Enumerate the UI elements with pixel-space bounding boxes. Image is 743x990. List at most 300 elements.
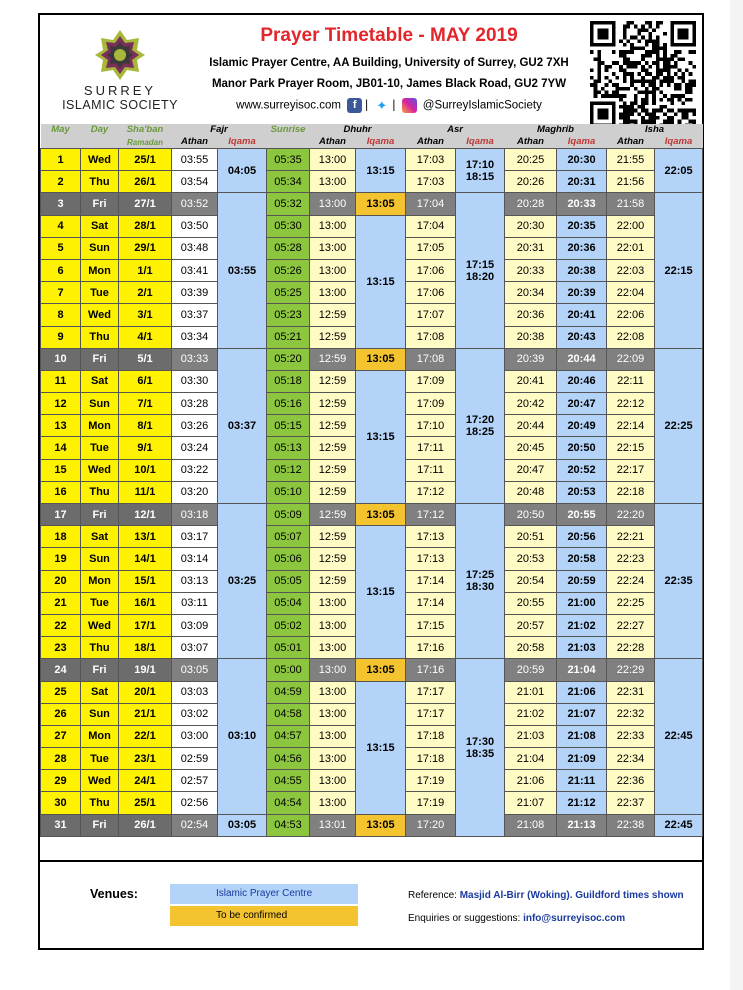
dhuhr-athan: 13:00 xyxy=(310,748,356,770)
maghrib-iqama: 20:53 xyxy=(557,481,607,503)
weekday: Mon xyxy=(81,259,119,281)
fajr-iqama: 04:05 xyxy=(218,149,267,193)
day-of-month: 16 xyxy=(41,481,81,503)
weekday: Thu xyxy=(81,171,119,193)
asr-athan: 17:07 xyxy=(406,304,456,326)
dhuhr-athan: 12:59 xyxy=(310,526,356,548)
maghrib-athan: 21:07 xyxy=(505,792,557,814)
maghrib-iqama: 21:00 xyxy=(557,592,607,614)
enquiries-email[interactable]: info@surreyisoc.com xyxy=(523,913,626,924)
isha-athan: 22:18 xyxy=(607,481,655,503)
fajr-athan: 03:24 xyxy=(172,437,218,459)
asr-iqama-late: 18:20 xyxy=(465,270,495,283)
sunrise-time: 04:59 xyxy=(267,681,310,703)
isha-athan: 22:34 xyxy=(607,748,655,770)
asr-athan: 17:06 xyxy=(406,259,456,281)
maghrib-athan: 21:02 xyxy=(505,703,557,725)
maghrib-athan: 20:26 xyxy=(505,171,557,193)
isha-athan: 22:14 xyxy=(607,415,655,437)
fajr-athan: 03:52 xyxy=(172,193,218,215)
dhuhr-iqama-header: Iqama xyxy=(356,136,406,149)
dhuhr-iqama: 13:05 xyxy=(356,504,406,526)
hijri-date: 26/1 xyxy=(119,814,172,836)
maghrib-iqama: 21:12 xyxy=(557,792,607,814)
maghrib-athan: 20:47 xyxy=(505,459,557,481)
sunrise-time: 05:21 xyxy=(267,326,310,348)
day-of-month: 15 xyxy=(41,459,81,481)
fajr-athan: 03:05 xyxy=(172,659,218,681)
venue-tbc-swatch: To be confirmed xyxy=(170,906,358,926)
sunrise-time: 05:16 xyxy=(267,393,310,415)
hijri-date: 8/1 xyxy=(119,415,172,437)
maghrib-iqama: 20:46 xyxy=(557,370,607,392)
asr-iqama xyxy=(456,193,505,348)
fajr-athan: 03:00 xyxy=(172,725,218,747)
asr-athan: 17:20 xyxy=(406,814,456,836)
day-of-month: 6 xyxy=(41,259,81,281)
sunrise-time: 05:04 xyxy=(267,592,310,614)
day-of-month: 29 xyxy=(41,770,81,792)
weekday: Sat xyxy=(81,526,119,548)
col-day: Day xyxy=(81,124,119,136)
dhuhr-athan: 13:00 xyxy=(310,237,356,259)
maghrib-iqama: 20:39 xyxy=(557,282,607,304)
hijri-date: 26/1 xyxy=(119,171,172,193)
maghrib-athan: 20:41 xyxy=(505,370,557,392)
maghrib-iqama: 20:38 xyxy=(557,259,607,281)
maghrib-athan: 20:57 xyxy=(505,614,557,636)
maghrib-iqama: 20:30 xyxy=(557,149,607,171)
hijri-date: 24/1 xyxy=(119,770,172,792)
weekday: Fri xyxy=(81,193,119,215)
maghrib-iqama: 20:41 xyxy=(557,304,607,326)
hijri-date: 15/1 xyxy=(119,570,172,592)
venues-label: Venues: xyxy=(90,887,138,901)
isha-athan: 22:00 xyxy=(607,215,655,237)
table-row xyxy=(41,681,703,703)
isha-athan: 22:38 xyxy=(607,814,655,836)
isha-athan: 22:15 xyxy=(607,437,655,459)
maghrib-iqama: 21:13 xyxy=(557,814,607,836)
sunrise-time: 04:56 xyxy=(267,748,310,770)
isha-athan: 22:12 xyxy=(607,393,655,415)
maghrib-athan: 20:33 xyxy=(505,259,557,281)
weekday: Sat xyxy=(81,215,119,237)
asr-athan: 17:08 xyxy=(406,348,456,370)
asr-athan: 17:18 xyxy=(406,725,456,747)
isha-athan: 22:06 xyxy=(607,304,655,326)
isha-iqama-header: Iqama xyxy=(655,136,703,149)
hijri-date: 25/1 xyxy=(119,792,172,814)
society-logo xyxy=(50,25,190,131)
asr-athan: 17:12 xyxy=(406,481,456,503)
fajr-iqama: 03:37 xyxy=(218,348,267,503)
col-asr: Asr xyxy=(406,124,505,136)
dhuhr-athan: 12:59 xyxy=(310,504,356,526)
venue-ipc-swatch: Islamic Prayer Centre xyxy=(170,884,358,904)
asr-athan: 17:19 xyxy=(406,770,456,792)
hijri-date: 28/1 xyxy=(119,215,172,237)
dhuhr-iqama: 13:05 xyxy=(356,348,406,370)
day-of-month: 4 xyxy=(41,215,81,237)
timetable-sheet xyxy=(38,13,704,950)
asr-athan: 17:16 xyxy=(406,637,456,659)
day-of-month: 28 xyxy=(41,748,81,770)
maghrib-athan: 21:06 xyxy=(505,770,557,792)
hijri-date: 21/1 xyxy=(119,703,172,725)
weekday: Thu xyxy=(81,792,119,814)
sunrise-time: 05:30 xyxy=(267,215,310,237)
weekday: Wed xyxy=(81,149,119,171)
maghrib-iqama: 20:36 xyxy=(557,237,607,259)
asr-athan: 17:13 xyxy=(406,548,456,570)
isha-athan: 22:21 xyxy=(607,526,655,548)
day-of-month: 9 xyxy=(41,326,81,348)
dhuhr-athan: 12:59 xyxy=(310,370,356,392)
dhuhr-athan: 13:00 xyxy=(310,703,356,725)
maghrib-athan: 21:03 xyxy=(505,725,557,747)
asr-athan: 17:10 xyxy=(406,415,456,437)
dhuhr-athan: 12:59 xyxy=(310,304,356,326)
day-of-month: 3 xyxy=(41,193,81,215)
enquiries-note xyxy=(408,913,625,924)
fajr-athan: 03:13 xyxy=(172,570,218,592)
asr-iqama xyxy=(456,348,505,503)
isha-athan: 22:29 xyxy=(607,659,655,681)
isha-iqama: 22:35 xyxy=(655,504,703,659)
maghrib-iqama: 20:44 xyxy=(557,348,607,370)
table-row xyxy=(41,193,703,215)
weekday: Wed xyxy=(81,304,119,326)
asr-athan: 17:16 xyxy=(406,659,456,681)
dhuhr-athan: 12:59 xyxy=(310,481,356,503)
asr-athan: 17:14 xyxy=(406,570,456,592)
asr-iqama-early: 17:15 xyxy=(465,258,495,271)
col-dhuhr: Dhuhr xyxy=(310,124,406,136)
instagram-icon[interactable] xyxy=(402,98,417,113)
isha-athan: 21:58 xyxy=(607,193,655,215)
dhuhr-athan: 12:59 xyxy=(310,348,356,370)
header-row-2 xyxy=(41,136,703,149)
fajr-athan: 03:03 xyxy=(172,681,218,703)
isha-athan: 22:32 xyxy=(607,703,655,725)
isha-athan: 22:17 xyxy=(607,459,655,481)
maghrib-iqama: 20:43 xyxy=(557,326,607,348)
fajr-athan: 03:48 xyxy=(172,237,218,259)
dhuhr-athan: 12:59 xyxy=(310,326,356,348)
maghrib-iqama: 21:11 xyxy=(557,770,607,792)
header-row-1 xyxy=(41,124,703,136)
table-row xyxy=(41,215,703,237)
hijri-date: 2/1 xyxy=(119,282,172,304)
reference-label: Reference: xyxy=(408,890,457,901)
isha-athan: 22:01 xyxy=(607,237,655,259)
fajr-athan: 03:02 xyxy=(172,703,218,725)
social-handle[interactable]: @SurreyIslamicSociety xyxy=(422,99,542,112)
maghrib-iqama: 21:02 xyxy=(557,614,607,636)
asr-athan: 17:03 xyxy=(406,149,456,171)
maghrib-athan: 20:34 xyxy=(505,282,557,304)
dhuhr-athan: 12:59 xyxy=(310,415,356,437)
table-row xyxy=(41,348,703,370)
fajr-athan: 03:33 xyxy=(172,348,218,370)
col-may: May xyxy=(41,124,81,136)
maghrib-athan-header: Athan xyxy=(505,136,557,149)
day-of-month: 7 xyxy=(41,282,81,304)
hijri-date: 6/1 xyxy=(119,370,172,392)
maghrib-iqama: 21:09 xyxy=(557,748,607,770)
hijri-date: 16/1 xyxy=(119,592,172,614)
fajr-athan: 03:26 xyxy=(172,415,218,437)
star-emblem-icon xyxy=(93,28,147,82)
fajr-athan: 03:18 xyxy=(172,504,218,526)
maghrib-iqama: 21:04 xyxy=(557,659,607,681)
maghrib-athan: 21:04 xyxy=(505,748,557,770)
maghrib-athan: 20:38 xyxy=(505,326,557,348)
dhuhr-athan: 13:00 xyxy=(310,171,356,193)
weekday: Fri xyxy=(81,504,119,526)
fajr-athan: 03:07 xyxy=(172,637,218,659)
dhuhr-iqama: 13:15 xyxy=(356,370,406,503)
fajr-athan: 03:30 xyxy=(172,370,218,392)
hijri-date: 4/1 xyxy=(119,326,172,348)
hijri-date: 10/1 xyxy=(119,459,172,481)
sunrise-time: 05:25 xyxy=(267,282,310,304)
maghrib-athan: 20:39 xyxy=(505,348,557,370)
col-maghrib: Maghrib xyxy=(505,124,607,136)
asr-iqama xyxy=(456,659,505,837)
day-of-month: 14 xyxy=(41,437,81,459)
day-of-month: 2 xyxy=(41,171,81,193)
maghrib-athan: 20:58 xyxy=(505,637,557,659)
maghrib-athan: 20:25 xyxy=(505,149,557,171)
isha-athan: 22:03 xyxy=(607,259,655,281)
dhuhr-athan: 13:00 xyxy=(310,193,356,215)
hijri-date: 17/1 xyxy=(119,614,172,636)
address-line-1: Islamic Prayer Centre, AA Building, University of Surrey, GU2 7XH xyxy=(209,57,569,69)
weekday: Wed xyxy=(81,459,119,481)
sunrise-time: 05:07 xyxy=(267,526,310,548)
weekday: Sun xyxy=(81,393,119,415)
asr-iqama-late: 18:35 xyxy=(465,747,495,760)
fajr-athan: 03:39 xyxy=(172,282,218,304)
dhuhr-athan: 13:00 xyxy=(310,659,356,681)
sunrise-time: 05:20 xyxy=(267,348,310,370)
page-title: Prayer Timetable - MAY 2019 xyxy=(260,25,518,46)
maghrib-iqama: 20:58 xyxy=(557,548,607,570)
maghrib-iqama: 20:56 xyxy=(557,526,607,548)
hijri-date: 23/1 xyxy=(119,748,172,770)
asr-athan: 17:04 xyxy=(406,193,456,215)
facebook-icon[interactable]: f xyxy=(347,98,362,113)
fajr-athan: 02:54 xyxy=(172,814,218,836)
isha-athan: 22:08 xyxy=(607,326,655,348)
hijri-date: 20/1 xyxy=(119,681,172,703)
day-of-month: 27 xyxy=(41,725,81,747)
day-of-month: 11 xyxy=(41,370,81,392)
hijri-date: 11/1 xyxy=(119,481,172,503)
fajr-athan: 03:50 xyxy=(172,215,218,237)
sunrise-time: 05:18 xyxy=(267,370,310,392)
asr-iqama-early: 17:25 xyxy=(465,569,495,582)
day-of-month: 12 xyxy=(41,393,81,415)
qr-code-icon xyxy=(590,21,696,127)
twitter-icon[interactable]: ✦ xyxy=(376,98,388,113)
sunrise-time: 05:10 xyxy=(267,481,310,503)
asr-iqama-early: 17:10 xyxy=(465,158,495,171)
sunrise-time: 04:54 xyxy=(267,792,310,814)
weekday: Thu xyxy=(81,326,119,348)
asr-athan: 17:15 xyxy=(406,614,456,636)
maghrib-athan: 21:08 xyxy=(505,814,557,836)
weekday: Sun xyxy=(81,237,119,259)
col-fajr: Fajr xyxy=(172,124,267,136)
legend-footer xyxy=(40,860,702,950)
asr-athan: 17:05 xyxy=(406,237,456,259)
fajr-iqama: 03:10 xyxy=(218,659,267,814)
asr-athan: 17:17 xyxy=(406,703,456,725)
asr-athan: 17:14 xyxy=(406,592,456,614)
isha-athan: 22:11 xyxy=(607,370,655,392)
weekday: Mon xyxy=(81,415,119,437)
maghrib-iqama: 20:52 xyxy=(557,459,607,481)
day-of-month: 25 xyxy=(41,681,81,703)
maghrib-iqama: 20:50 xyxy=(557,437,607,459)
weekday: Sun xyxy=(81,703,119,725)
dhuhr-iqama: 13:05 xyxy=(356,193,406,215)
hijri-date: 5/1 xyxy=(119,348,172,370)
hijri-date: 27/1 xyxy=(119,193,172,215)
maghrib-athan: 20:45 xyxy=(505,437,557,459)
weekday: Wed xyxy=(81,770,119,792)
contact-line xyxy=(190,98,588,113)
table-row xyxy=(41,149,703,171)
asr-athan: 17:03 xyxy=(406,171,456,193)
sunrise-time: 05:05 xyxy=(267,570,310,592)
asr-athan: 17:11 xyxy=(406,459,456,481)
asr-athan: 17:11 xyxy=(406,437,456,459)
fajr-iqama: 03:55 xyxy=(218,193,267,348)
sunrise-time: 04:53 xyxy=(267,814,310,836)
fajr-athan: 03:34 xyxy=(172,326,218,348)
weekday: Mon xyxy=(81,570,119,592)
dhuhr-athan: 13:00 xyxy=(310,681,356,703)
day-of-month: 8 xyxy=(41,304,81,326)
day-of-month: 10 xyxy=(41,348,81,370)
weekday: Fri xyxy=(81,814,119,836)
maghrib-athan: 20:42 xyxy=(505,393,557,415)
isha-athan: 22:25 xyxy=(607,592,655,614)
asr-athan: 17:08 xyxy=(406,326,456,348)
sunrise-time: 05:23 xyxy=(267,304,310,326)
dhuhr-athan: 13:00 xyxy=(310,259,356,281)
dhuhr-athan: 13:00 xyxy=(310,282,356,304)
isha-iqama: 22:05 xyxy=(655,149,703,193)
col-sunrise: Sunrise xyxy=(267,124,310,136)
maghrib-athan: 20:54 xyxy=(505,570,557,592)
day-of-month: 5 xyxy=(41,237,81,259)
maghrib-iqama: 21:03 xyxy=(557,637,607,659)
day-of-month: 18 xyxy=(41,526,81,548)
isha-athan: 21:56 xyxy=(607,171,655,193)
dhuhr-athan: 13:00 xyxy=(310,725,356,747)
dhuhr-iqama: 13:15 xyxy=(356,526,406,659)
dhuhr-athan: 13:00 xyxy=(310,149,356,171)
dhuhr-athan: 12:59 xyxy=(310,393,356,415)
weekday: Sat xyxy=(81,370,119,392)
fajr-iqama: 03:25 xyxy=(218,504,267,659)
dhuhr-athan: 13:00 xyxy=(310,770,356,792)
sunrise-time: 05:06 xyxy=(267,548,310,570)
fajr-iqama: 03:05 xyxy=(218,814,267,836)
isha-athan: 22:37 xyxy=(607,792,655,814)
reference-value: Masjid Al-Birr (Woking). Guildford times shown xyxy=(459,890,684,901)
asr-athan: 17:04 xyxy=(406,215,456,237)
fajr-athan: 03:09 xyxy=(172,614,218,636)
day-of-month: 1 xyxy=(41,149,81,171)
sunrise-time: 05:35 xyxy=(267,149,310,171)
col-shaban: Sha'ban xyxy=(119,124,172,136)
isha-athan: 22:04 xyxy=(607,282,655,304)
dhuhr-athan: 12:59 xyxy=(310,437,356,459)
weekday: Wed xyxy=(81,614,119,636)
sunrise-time: 05:28 xyxy=(267,237,310,259)
maghrib-athan: 20:36 xyxy=(505,304,557,326)
isha-athan: 22:27 xyxy=(607,614,655,636)
hijri-date: 1/1 xyxy=(119,259,172,281)
asr-athan: 17:09 xyxy=(406,370,456,392)
sunrise-time: 05:32 xyxy=(267,193,310,215)
maghrib-athan: 20:30 xyxy=(505,215,557,237)
logo-text-society: ISLAMIC SOCIETY xyxy=(62,98,178,112)
dhuhr-athan: 13:00 xyxy=(310,215,356,237)
maghrib-iqama: 20:33 xyxy=(557,193,607,215)
website-link[interactable]: www.surreyisoc.com xyxy=(236,99,341,112)
maghrib-athan: 20:28 xyxy=(505,193,557,215)
maghrib-athan: 21:01 xyxy=(505,681,557,703)
isha-athan: 22:31 xyxy=(607,681,655,703)
maghrib-iqama: 20:55 xyxy=(557,504,607,526)
sunrise-time: 05:09 xyxy=(267,504,310,526)
day-of-month: 13 xyxy=(41,415,81,437)
isha-athan: 22:28 xyxy=(607,637,655,659)
weekday: Sat xyxy=(81,681,119,703)
fajr-athan: 03:11 xyxy=(172,592,218,614)
isha-athan: 21:55 xyxy=(607,149,655,171)
isha-athan: 22:24 xyxy=(607,570,655,592)
fajr-athan-header: Athan xyxy=(172,136,218,149)
asr-iqama-late: 18:30 xyxy=(465,581,495,594)
table-row xyxy=(41,526,703,548)
day-of-month: 21 xyxy=(41,592,81,614)
weekday: Fri xyxy=(81,659,119,681)
weekday: Mon xyxy=(81,725,119,747)
hijri-date: 12/1 xyxy=(119,504,172,526)
day-of-month: 20 xyxy=(41,570,81,592)
dhuhr-athan: 13:00 xyxy=(310,614,356,636)
prayer-timetable xyxy=(40,124,703,837)
weekday: Thu xyxy=(81,481,119,503)
day-of-month: 24 xyxy=(41,659,81,681)
day-of-month: 22 xyxy=(41,614,81,636)
dhuhr-iqama: 13:15 xyxy=(356,681,406,814)
fajr-iqama-header: Iqama xyxy=(218,136,267,149)
weekday: Tue xyxy=(81,748,119,770)
reference-note xyxy=(408,890,684,901)
isha-athan: 22:33 xyxy=(607,725,655,747)
table-row xyxy=(41,370,703,392)
asr-iqama-header: Iqama xyxy=(456,136,505,149)
